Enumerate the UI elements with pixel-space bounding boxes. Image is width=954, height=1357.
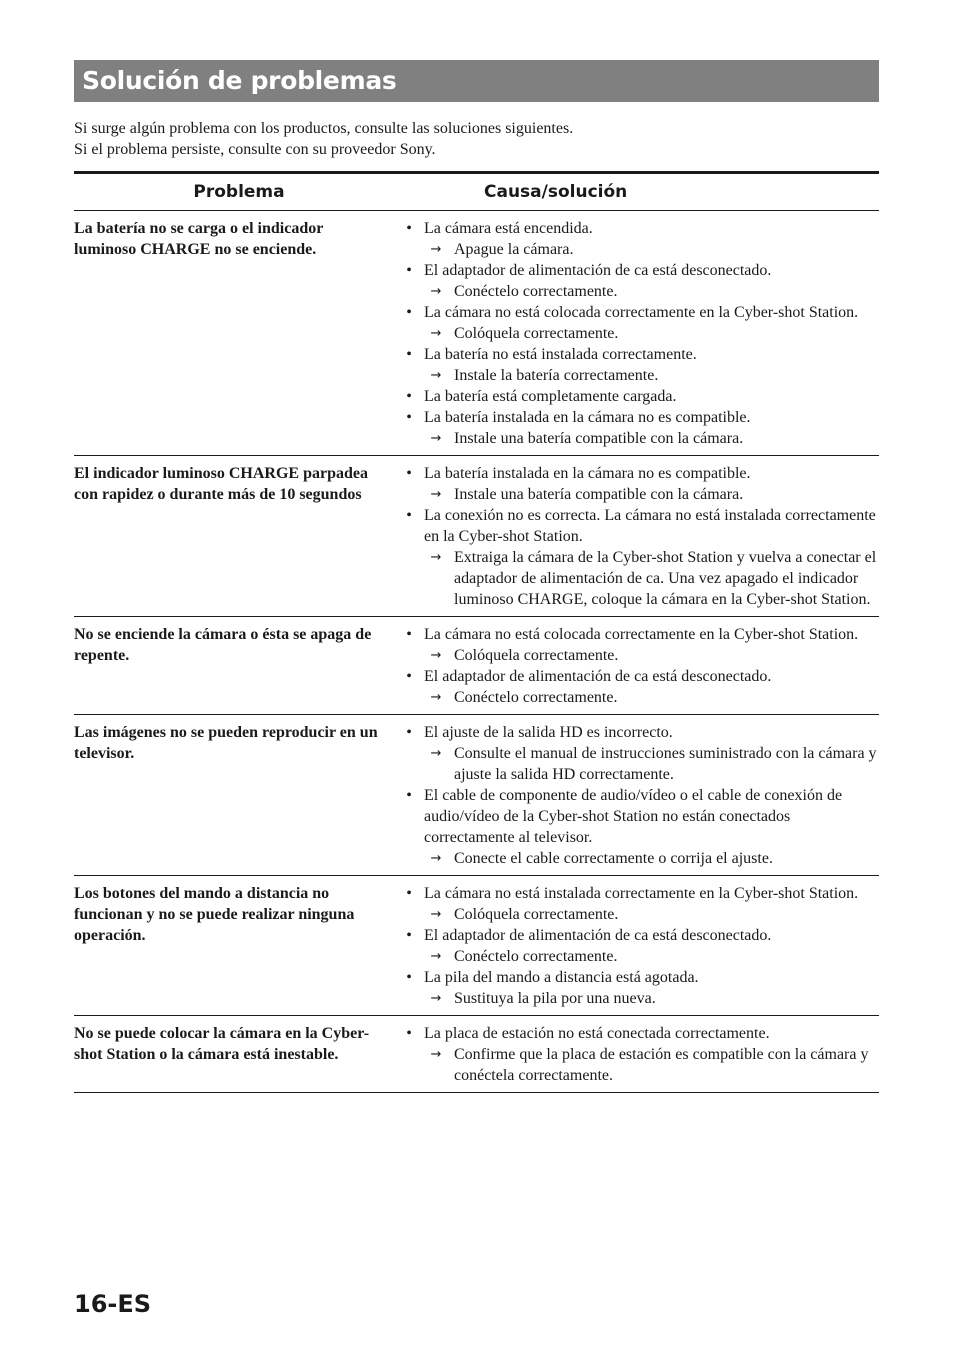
solution-item	[402, 428, 879, 449]
table-row	[74, 876, 879, 1016]
bullet-icon: •	[406, 388, 412, 405]
solution-item	[402, 946, 879, 967]
arrow-right-icon: →	[430, 648, 442, 663]
solution-item	[402, 365, 879, 386]
solution-text: Conéctelo correctamente.	[454, 689, 618, 706]
arrow-right-icon: →	[430, 326, 442, 341]
cause-item	[402, 1023, 879, 1044]
table-row	[74, 1016, 879, 1093]
problem-cell: La batería no se carga o el indicador luminoso CHARGE no se enciende.	[74, 220, 324, 258]
header-cause: Causa/solución	[484, 182, 628, 202]
cause-item	[402, 505, 879, 547]
bullet-icon: •	[406, 787, 412, 804]
table-row	[74, 715, 879, 876]
arrow-right-icon: →	[430, 550, 442, 565]
arrow-right-icon: →	[430, 242, 442, 257]
cause-item	[402, 407, 879, 428]
cause-cell	[394, 624, 879, 708]
cause-text: La batería instalada en la cámara no es compatible.	[424, 465, 751, 482]
arrow-right-icon: →	[430, 746, 442, 761]
arrow-right-icon: →	[430, 284, 442, 299]
cause-text: La batería está completamente cargada.	[424, 388, 677, 405]
problem-cell: No se puede colocar la cámara en la Cyber-shot Station o la cámara está inestable.	[74, 1025, 370, 1063]
cause-text: La cámara no está colocada correctamente en la Cyber-shot Station.	[424, 304, 859, 321]
cause-text: La cámara no está colocada correctamente en la Cyber-shot Station.	[424, 626, 859, 643]
arrow-right-icon: →	[430, 907, 442, 922]
problem-cell: El indicador luminoso CHARGE parpadea con rapidez o durante más de 10 segundos	[74, 465, 368, 503]
cause-item	[402, 967, 879, 988]
cause-item	[402, 666, 879, 687]
bullet-icon: •	[406, 626, 412, 643]
solution-item	[402, 687, 879, 708]
arrow-right-icon: →	[430, 368, 442, 383]
bullet-icon: •	[406, 409, 412, 426]
table-row	[74, 211, 879, 456]
solution-item	[402, 1044, 879, 1086]
solution-item	[402, 547, 879, 610]
solution-text: Colóquela correctamente.	[454, 647, 619, 664]
intro-text	[74, 118, 879, 160]
cause-item	[402, 218, 879, 239]
arrow-right-icon: →	[430, 851, 442, 866]
solution-text: Colóquela correctamente.	[454, 906, 619, 923]
bullet-icon: •	[406, 969, 412, 986]
cause-item	[402, 785, 879, 848]
solution-text: Colóquela correctamente.	[454, 325, 619, 342]
solution-text: Confirme que la placa de estación es compatible con la cámara y conéctela correctamente.	[454, 1046, 869, 1084]
problem-cell: Los botones del mando a distancia no funcionan y no se puede realizar ninguna operación.	[74, 885, 355, 944]
solution-text: Apague la cámara.	[454, 241, 574, 258]
cause-text: El adaptador de alimentación de ca está desconectado.	[424, 927, 772, 944]
solution-text: Conéctelo correctamente.	[454, 948, 618, 965]
cause-text: La batería instalada en la cámara no es compatible.	[424, 409, 751, 426]
bullet-icon: •	[406, 668, 412, 685]
cause-text: La pila del mando a distancia está agotada.	[424, 969, 699, 986]
cause-text: La conexión no es correcta. La cámara no está instalada correctamente en la Cyber-shot Station.	[424, 507, 876, 545]
solution-text: Instale una batería compatible con la cámara.	[454, 430, 744, 447]
page-title: Solución de problemas	[82, 66, 397, 95]
cause-text: La cámara está encendida.	[424, 220, 593, 237]
solution-text: Conecte el cable correctamente o corrija el ajuste.	[454, 850, 773, 867]
solution-item	[402, 484, 879, 505]
bullet-icon: •	[406, 507, 412, 524]
cause-item	[402, 344, 879, 365]
cause-text: La placa de estación no está conectada correctamente.	[424, 1025, 770, 1042]
solution-item	[402, 645, 879, 666]
cause-text: La cámara no está instalada correctamente en la Cyber-shot Station.	[424, 885, 859, 902]
solution-text: Instale la batería correctamente.	[454, 367, 659, 384]
intro-line: Si el problema persiste, consulte con su proveedor Sony.	[74, 141, 436, 158]
cause-item	[402, 260, 879, 281]
intro-line: Si surge algún problema con los productos, consulte las soluciones siguientes.	[74, 120, 574, 137]
cause-cell	[394, 722, 879, 869]
page-number: 16-ES	[74, 1290, 152, 1318]
arrow-right-icon: →	[430, 487, 442, 502]
bullet-icon: •	[406, 304, 412, 321]
cause-cell	[394, 218, 879, 449]
cause-item	[402, 386, 879, 407]
solution-text: Consulte el manual de instrucciones suministrado con la cámara y ajuste la salida HD correctamente.	[454, 745, 877, 783]
troubleshooting-table	[74, 171, 879, 1093]
solution-item	[402, 323, 879, 344]
cause-cell	[394, 1023, 879, 1086]
solution-text: Extraiga la cámara de la Cyber-shot Station y vuelva a conectar el adaptador de alimentación de ca. Una vez apagado el indicador luminoso CHARGE, coloque la cámara en la Cyber-shot Station.	[454, 549, 877, 608]
cause-cell	[394, 883, 879, 1009]
solution-text: Instale una batería compatible con la cámara.	[454, 486, 744, 503]
cause-item	[402, 463, 879, 484]
cause-text: El adaptador de alimentación de ca está desconectado.	[424, 262, 772, 279]
bullet-icon: •	[406, 1025, 412, 1042]
cause-text: El ajuste de la salida HD es incorrecto.	[424, 724, 673, 741]
bullet-icon: •	[406, 465, 412, 482]
header-problem: Problema	[193, 182, 285, 202]
solution-item	[402, 239, 879, 260]
table-row	[74, 617, 879, 715]
bullet-icon: •	[406, 724, 412, 741]
bullet-icon: •	[406, 927, 412, 944]
table-body	[74, 211, 879, 1093]
cause-text: El adaptador de alimentación de ca está desconectado.	[424, 668, 772, 685]
bullet-icon: •	[406, 262, 412, 279]
solution-text: Conéctelo correctamente.	[454, 283, 618, 300]
problem-cell: No se enciende la cámara o ésta se apaga de repente.	[74, 626, 372, 664]
problem-cell: Las imágenes no se pueden reproducir en un televisor.	[74, 724, 378, 762]
solution-item	[402, 848, 879, 869]
bullet-icon: •	[406, 346, 412, 363]
solution-item	[402, 988, 879, 1009]
table-header	[74, 174, 879, 211]
solution-item	[402, 904, 879, 925]
bullet-icon: •	[406, 220, 412, 237]
cause-cell	[394, 463, 879, 610]
cause-item	[402, 883, 879, 904]
cause-item	[402, 302, 879, 323]
cause-text: La batería no está instalada correctamente.	[424, 346, 697, 363]
cause-item	[402, 925, 879, 946]
cause-text: El cable de componente de audio/vídeo o el cable de conexión de audio/vídeo de la Cyber-shot Station no están conectados correctamente al televisor.	[424, 787, 843, 846]
solution-text: Sustituya la pila por una nueva.	[454, 990, 656, 1007]
title-bar	[74, 60, 879, 102]
arrow-right-icon: →	[430, 1047, 442, 1062]
solution-item	[402, 281, 879, 302]
cause-item	[402, 624, 879, 645]
cause-item	[402, 722, 879, 743]
bullet-icon: •	[406, 885, 412, 902]
arrow-right-icon: →	[430, 991, 442, 1006]
arrow-right-icon: →	[430, 431, 442, 446]
arrow-right-icon: →	[430, 949, 442, 964]
table-row	[74, 456, 879, 617]
arrow-right-icon: →	[430, 690, 442, 705]
solution-item	[402, 743, 879, 785]
